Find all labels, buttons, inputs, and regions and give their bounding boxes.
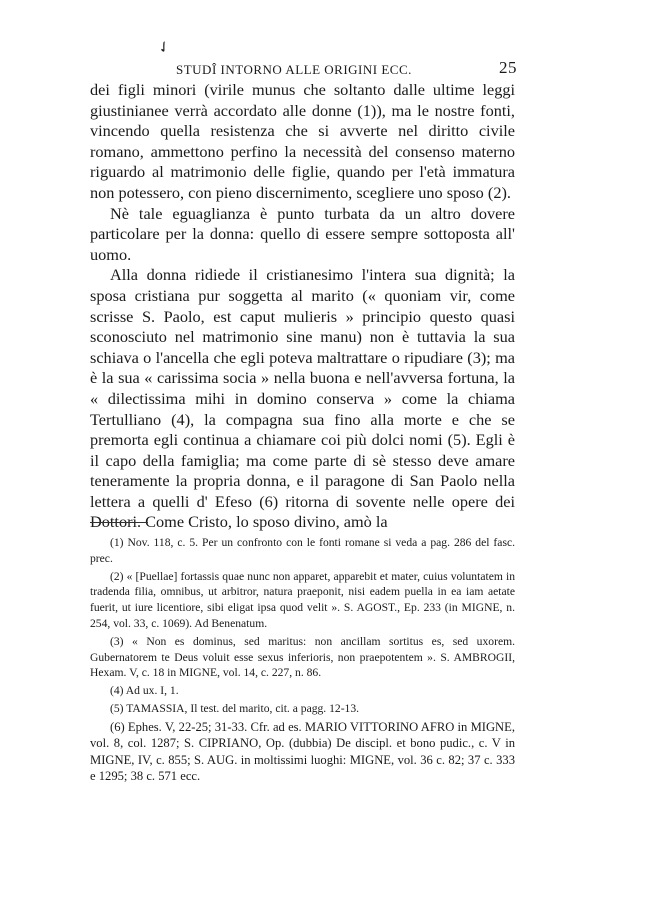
body-text (90, 80, 515, 533)
footnote: (1) Nov. 118, c. 5. Per un confronto con le fonti romane si veda a pag. 286 del fasc. prec. (90, 536, 515, 565)
footnote: (2) « [Puellae] fortassis quae nunc non apparet, apparebit et mater, cuius voluntatem in tradenda filia, omnibus, ut arbitror, natura praeponit, nisi eadem puella in ea iam aetate fuerit, ut iure licentiore, sibi eligat ipsa quod velit ». S. AGOST., Ep. 233 (in MIGNE, n. 254, vol. 33, c. 1069). Ad Benenatum. (90, 569, 515, 630)
running-head: STUDÎ INTORNO ALLE ORIGINI ECC. (176, 62, 412, 77)
footnote: (3) « Non es dominus, sed maritus: non ancillam sortitus es, sed uxorem. Gubernatorem te Deus voluit esse sexus inferioris, non praepotentem ». S. AMBROGII, Hexam. V, c. 18 in MIGNE, vol. 14, c. 227, n. 86. (90, 634, 515, 680)
paragraph: Nè tale eguaglianza è punto turbata da un altro dovere particolare per la donna: quello di essere sempre sottoposta all' uomo. (90, 203, 515, 264)
paragraph: dei figli minori (virile munus che soltanto dalle ultime leggi giustinianee verrà accordato alle donne (1)), ma le nostre fonti, vincendo quella resistenza che si avverte nel diritto civile romano, ammettono perfino la necessità del consenso materno riguardo al matrimonio delle figlie, quando per l'età immatura non potessero, con pieno discernimento, scegliere uno sposo (2). (90, 80, 515, 202)
footnote-rule (90, 522, 148, 523)
footnote: (6) Ephes. V, 22-25; 31-33. Cfr. ad es. MARIO VITTORINO AFRO in MIGNE, vol. 8, col. 1287; S. CIPRIANO, Op. (dubbia) De discipl. et bono pudic., c. V in MIGNE, IV, c. 855; S. AUG. in moltissimi luoghi: MIGNE, vol. 36 c. 82; 37 c. 333 e 1295; 38 c. 571 ecc. (90, 719, 515, 784)
page-number: 25 (499, 58, 517, 77)
footnote: (5) TAMASSIA, Il test. del marito, cit. a pagg. 12-13. (110, 701, 360, 715)
footnotes (90, 535, 515, 787)
pen-mark-icon: ✓ (154, 37, 175, 59)
paragraph: Alla donna ridiede il cristianesimo l'intera sua dignità; la sposa cristiana pur soggetta al marito (« quoniam vir, come scrisse S. Paolo, est caput mulieris » principio questo quasi sconosciuto nel matrimonio sine manu) non è tuttavia la sua schiava o l'ancella che egli poteva maltrattare o ripudiare (3); ma è la sua « carissima socia » nella buona e nell'avversa fortuna, la « dilectissima mihi in domino conserva » come la chiama Tertulliano (4), la compagna sua fino alla morte e che se premorta egli continua a chiamare coi più dolci nomi (5). Egli è il capo della famiglia; ma come parte di sè stesso deve amare teneramente la propria donna, e il paragone di San Paolo nella lettera a quelli d' Efeso (6) ritorna di sovente nelle opere dei Dottori. Come Cristo, lo sposo divino, amò la (90, 265, 515, 532)
footnote: (4) Ad ux. I, 1. (110, 684, 179, 698)
